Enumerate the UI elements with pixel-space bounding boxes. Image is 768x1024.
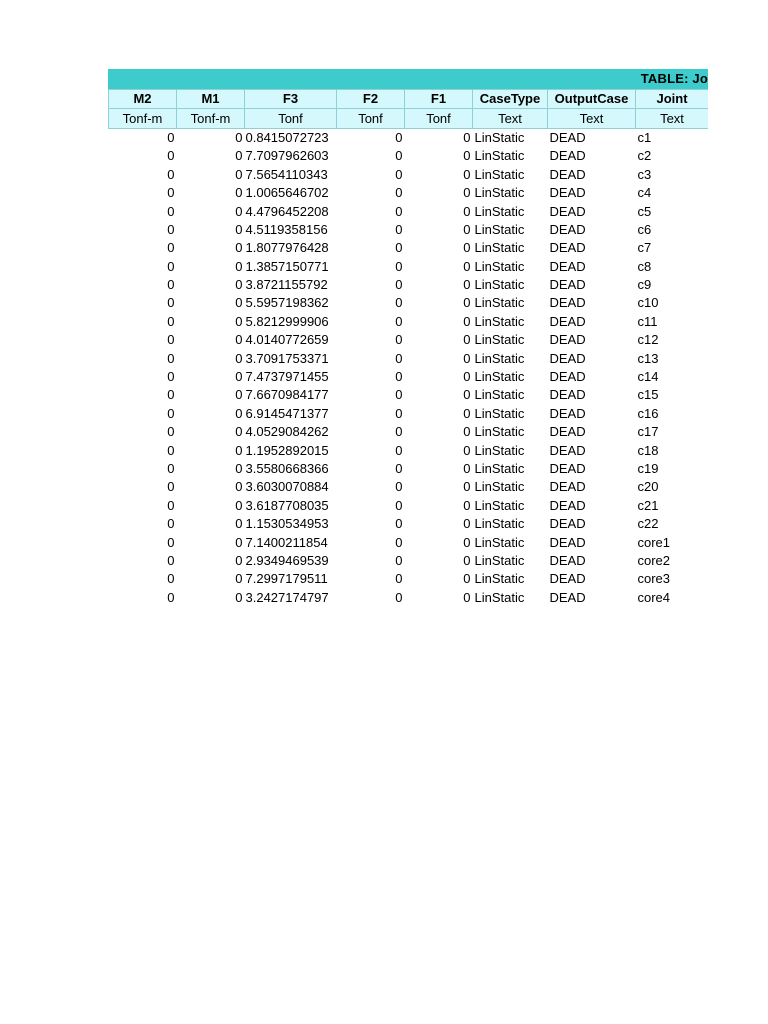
cell-f1[interactable]: 0	[463, 258, 471, 274]
cell-f2[interactable]: 0	[395, 166, 403, 182]
cell-m1[interactable]: 0	[235, 203, 243, 219]
cell-outputcase[interactable]: DEAD	[549, 387, 586, 403]
cell-m1[interactable]: 0	[235, 589, 243, 605]
cell-outputcase[interactable]: DEAD	[549, 534, 586, 550]
cell-f3[interactable]: 6.9145471377	[245, 405, 329, 421]
cell-m1[interactable]: 0	[235, 497, 243, 513]
table-row	[109, 294, 709, 312]
column-header-f1[interactable]: F1	[405, 90, 473, 109]
cell-m1[interactable]: 0	[235, 313, 243, 329]
table-row	[109, 184, 709, 202]
cell-joint[interactable]: c16	[637, 405, 659, 421]
table-row	[109, 368, 709, 386]
cell-joint[interactable]: core1	[637, 534, 671, 550]
cell-m2[interactable]: 0	[167, 497, 175, 513]
cell-joint[interactable]: c15	[637, 387, 659, 403]
cell-outputcase[interactable]: DEAD	[549, 277, 586, 293]
cell-f3[interactable]: 5.8212999906	[245, 313, 329, 329]
column-name-row	[109, 90, 709, 109]
cell-f2[interactable]: 0	[395, 387, 403, 403]
table-row	[109, 460, 709, 478]
cell-outputcase[interactable]: DEAD	[549, 295, 586, 311]
cell-f1[interactable]: 0	[463, 479, 471, 495]
cell-m1[interactable]: 0	[235, 442, 243, 458]
cell-m2[interactable]: 0	[167, 166, 175, 182]
cell-f1[interactable]: 0	[463, 461, 471, 476]
cell-m2[interactable]: 0	[167, 221, 175, 237]
table-row	[109, 147, 709, 165]
cell-f2[interactable]: 0	[395, 461, 403, 476]
cell-joint[interactable]: c6	[637, 221, 652, 237]
cell-casetype[interactable]: LinStatic	[474, 313, 525, 329]
cell-m2[interactable]: 0	[167, 552, 175, 568]
table-row	[109, 441, 709, 459]
cell-outputcase[interactable]: DEAD	[549, 516, 586, 532]
cell-m2[interactable]: 0	[167, 258, 175, 274]
cell-m2[interactable]: 0	[167, 313, 175, 329]
cell-f1[interactable]: 0	[463, 203, 471, 219]
cell-f1[interactable]: 0	[463, 350, 471, 366]
cell-m1[interactable]: 0	[235, 387, 243, 403]
cell-casetype[interactable]: LinStatic	[474, 516, 525, 532]
cell-m2[interactable]: 0	[167, 240, 175, 256]
cell-outputcase[interactable]: DEAD	[549, 479, 586, 495]
column-unit-joint[interactable]: Text	[636, 109, 709, 128]
column-header-casetype[interactable]: CaseType	[473, 90, 548, 109]
cell-m2[interactable]: 0	[167, 369, 175, 385]
cell-f1[interactable]: 0	[463, 369, 471, 385]
table-row	[109, 497, 709, 515]
cell-casetype[interactable]: LinStatic	[474, 387, 525, 403]
cell-joint[interactable]: c17	[637, 424, 659, 440]
cell-f1[interactable]: 0	[463, 185, 471, 201]
cell-joint[interactable]: c8	[637, 258, 652, 274]
cell-m2[interactable]: 0	[167, 534, 175, 550]
column-unit-m1[interactable]: Tonf-m	[177, 109, 245, 128]
cell-f2[interactable]: 0	[395, 221, 403, 237]
table-title: TABLE: Jo	[640, 71, 708, 86]
cell-f3[interactable]: 1.3857150771	[245, 258, 329, 274]
cell-outputcase[interactable]: DEAD	[549, 203, 586, 219]
cell-f3[interactable]: 1.0065646702	[245, 185, 329, 201]
cell-joint[interactable]: c22	[637, 516, 659, 532]
cell-f2[interactable]: 0	[395, 240, 403, 256]
cell-joint[interactable]: c1	[637, 129, 652, 145]
column-unit-f2[interactable]: Tonf	[337, 109, 405, 128]
cell-m1[interactable]: 0	[235, 552, 243, 568]
column-unit-outputcase[interactable]: Text	[548, 109, 636, 128]
cell-f1[interactable]: 0	[463, 387, 471, 403]
column-header-m1[interactable]: M1	[177, 90, 245, 109]
cell-m1[interactable]: 0	[235, 424, 243, 440]
cell-m2[interactable]: 0	[167, 571, 175, 587]
cell-joint[interactable]: c5	[637, 203, 652, 219]
cell-m1[interactable]: 0	[235, 148, 243, 164]
table-row	[109, 349, 709, 367]
cell-m1[interactable]: 0	[235, 405, 243, 421]
cell-casetype[interactable]: LinStatic	[474, 571, 525, 587]
cell-f3[interactable]: 7.6670984177	[245, 387, 329, 403]
cell-joint[interactable]: c10	[637, 295, 659, 311]
cell-m2[interactable]: 0	[167, 203, 175, 219]
cell-m2[interactable]: 0	[167, 461, 175, 476]
cell-joint[interactable]: c18	[637, 442, 659, 458]
cell-f2[interactable]: 0	[395, 497, 403, 513]
table-body	[109, 128, 709, 607]
cell-casetype[interactable]: LinStatic	[474, 129, 525, 145]
column-unit-f1[interactable]: Tonf	[405, 109, 473, 128]
column-header-f3[interactable]: F3	[245, 90, 337, 109]
cell-m2[interactable]: 0	[167, 589, 175, 605]
table-row	[109, 331, 709, 349]
cell-casetype[interactable]: LinStatic	[474, 424, 525, 440]
cell-m1[interactable]: 0	[235, 258, 243, 274]
cell-f2[interactable]: 0	[395, 185, 403, 201]
cell-f3[interactable]: 5.5957198362	[245, 295, 329, 311]
cell-outputcase[interactable]: DEAD	[549, 332, 586, 348]
table-row	[109, 258, 709, 276]
cell-joint[interactable]: c3	[637, 166, 652, 182]
cell-f3[interactable]: 1.1952892015	[245, 442, 329, 458]
cell-f2[interactable]: 0	[395, 148, 403, 164]
cell-casetype[interactable]: LinStatic	[474, 350, 525, 366]
cell-m2[interactable]: 0	[167, 295, 175, 311]
cell-f1[interactable]: 0	[463, 277, 471, 293]
cell-f1[interactable]: 0	[463, 166, 471, 182]
cell-f1[interactable]: 0	[463, 240, 471, 256]
cell-f1[interactable]: 0	[463, 405, 471, 421]
data-table	[108, 89, 708, 607]
cell-outputcase[interactable]: DEAD	[549, 405, 586, 421]
cell-f2[interactable]: 0	[395, 479, 403, 495]
cell-outputcase[interactable]: DEAD	[549, 424, 586, 440]
cell-m1[interactable]: 0	[235, 129, 243, 145]
cell-casetype[interactable]: LinStatic	[474, 589, 525, 605]
cell-casetype[interactable]: LinStatic	[474, 405, 525, 421]
cell-outputcase[interactable]: DEAD	[549, 129, 586, 145]
cell-f1[interactable]: 0	[463, 589, 471, 605]
cell-outputcase[interactable]: DEAD	[549, 497, 586, 513]
cell-joint[interactable]: c12	[637, 332, 659, 348]
cell-f2[interactable]: 0	[395, 571, 403, 587]
cell-m2[interactable]: 0	[167, 332, 175, 348]
cell-f2[interactable]: 0	[395, 369, 403, 385]
cell-f1[interactable]: 0	[463, 295, 471, 311]
cell-f3[interactable]: 1.1530534953	[245, 516, 329, 532]
cell-casetype[interactable]: LinStatic	[474, 479, 525, 495]
cell-f2[interactable]: 0	[395, 405, 403, 421]
cell-f3[interactable]: 0.8415072723	[245, 129, 329, 145]
table-row	[109, 515, 709, 533]
table-row	[109, 405, 709, 423]
cell-f3[interactable]: 4.4796452208	[245, 203, 329, 219]
cell-m2[interactable]: 0	[167, 185, 175, 201]
table-row	[109, 313, 709, 331]
table-row	[109, 166, 709, 184]
table-row	[109, 276, 709, 294]
cell-casetype[interactable]: LinStatic	[474, 369, 525, 385]
cell-outputcase[interactable]: DEAD	[549, 571, 586, 587]
cell-joint[interactable]: c19	[637, 461, 659, 476]
cell-f1[interactable]: 0	[463, 534, 471, 550]
cell-m1[interactable]: 0	[235, 369, 243, 385]
cell-f1[interactable]: 0	[463, 221, 471, 237]
cell-outputcase[interactable]: DEAD	[549, 369, 586, 385]
column-unit-casetype[interactable]: Text	[473, 109, 548, 128]
cell-f3[interactable]: 7.5654110343	[245, 166, 328, 182]
cell-m2[interactable]: 0	[167, 479, 175, 495]
cell-m1[interactable]: 0	[235, 332, 243, 348]
cell-f3[interactable]: 7.4737971455	[245, 369, 329, 385]
cell-joint[interactable]: core2	[637, 552, 671, 568]
table-row	[109, 570, 709, 588]
column-unit-row	[109, 109, 709, 128]
cell-f3[interactable]: 3.8721155792	[245, 277, 328, 293]
cell-m1[interactable]: 0	[235, 350, 243, 366]
cell-f2[interactable]: 0	[395, 332, 403, 348]
cell-outputcase[interactable]: DEAD	[549, 350, 586, 366]
cell-casetype[interactable]: LinStatic	[474, 203, 525, 219]
cell-joint[interactable]: c2	[637, 148, 652, 164]
cell-m1[interactable]: 0	[235, 571, 243, 587]
cell-f3[interactable]: 3.6030070884	[245, 479, 329, 495]
cell-f2[interactable]: 0	[395, 589, 403, 605]
cell-m2[interactable]: 0	[167, 277, 175, 293]
cell-f2[interactable]: 0	[395, 295, 403, 311]
cell-m2[interactable]: 0	[167, 442, 175, 458]
cell-f2[interactable]: 0	[395, 350, 403, 366]
cell-f2[interactable]: 0	[395, 277, 403, 293]
cell-f1[interactable]: 0	[463, 571, 471, 587]
cell-f1[interactable]: 0	[463, 516, 471, 532]
cell-f1[interactable]: 0	[463, 129, 471, 145]
cell-joint[interactable]: core3	[637, 571, 671, 587]
cell-m1[interactable]: 0	[235, 479, 243, 495]
cell-joint[interactable]: c9	[637, 277, 652, 293]
cell-f1[interactable]: 0	[463, 442, 471, 458]
cell-m1[interactable]: 0	[235, 461, 243, 476]
table-row	[109, 221, 709, 239]
cell-f1[interactable]: 0	[463, 332, 471, 348]
cell-joint[interactable]: c4	[637, 185, 652, 201]
cell-joint[interactable]: c14	[637, 369, 659, 385]
cell-casetype[interactable]: LinStatic	[474, 185, 525, 201]
cell-m2[interactable]: 0	[167, 129, 175, 145]
cell-joint[interactable]: c21	[637, 497, 659, 513]
cell-casetype[interactable]: LinStatic	[474, 221, 525, 237]
cell-outputcase[interactable]: DEAD	[549, 148, 586, 164]
cell-joint[interactable]: c20	[637, 479, 659, 495]
cell-m1[interactable]: 0	[235, 277, 243, 293]
cell-outputcase[interactable]: DEAD	[549, 240, 586, 256]
cell-m2[interactable]: 0	[167, 424, 175, 440]
cell-casetype[interactable]: LinStatic	[474, 295, 525, 311]
cell-m2[interactable]: 0	[167, 405, 175, 421]
cell-m1[interactable]: 0	[235, 240, 243, 256]
cell-joint[interactable]: core4	[637, 589, 671, 605]
cell-outputcase[interactable]: DEAD	[549, 258, 586, 274]
column-header-m2[interactable]: M2	[109, 90, 177, 109]
cell-m1[interactable]: 0	[235, 295, 243, 311]
cell-f3[interactable]: 4.5119358156	[245, 221, 328, 237]
column-header-outputcase[interactable]: OutputCase	[548, 90, 636, 109]
spreadsheet-table	[108, 69, 708, 607]
cell-m1[interactable]: 0	[235, 221, 243, 237]
cell-casetype[interactable]: LinStatic	[474, 240, 525, 256]
cell-m1[interactable]: 0	[235, 516, 243, 532]
cell-outputcase[interactable]: DEAD	[549, 185, 586, 201]
cell-f2[interactable]: 0	[395, 129, 403, 145]
cell-casetype[interactable]: LinStatic	[474, 277, 525, 293]
cell-f2[interactable]: 0	[395, 552, 403, 568]
table-row	[109, 533, 709, 551]
table-row	[109, 239, 709, 257]
cell-m1[interactable]: 0	[235, 534, 243, 550]
cell-outputcase[interactable]: DEAD	[549, 313, 586, 329]
cell-f2[interactable]: 0	[395, 203, 403, 219]
cell-f1[interactable]: 0	[463, 552, 471, 568]
cell-outputcase[interactable]: DEAD	[549, 442, 586, 458]
cell-joint[interactable]: c11	[637, 313, 658, 329]
cell-f3[interactable]: 3.6187708035	[245, 497, 329, 513]
cell-m2[interactable]: 0	[167, 516, 175, 532]
column-unit-f3[interactable]: Tonf	[245, 109, 337, 128]
cell-f1[interactable]: 0	[463, 497, 471, 513]
cell-f3[interactable]: 3.2427174797	[245, 589, 329, 605]
cell-f1[interactable]: 0	[463, 313, 471, 329]
cell-m2[interactable]: 0	[167, 387, 175, 403]
cell-joint[interactable]: c13	[637, 350, 659, 366]
cell-f3[interactable]: 4.0529084262	[245, 424, 329, 440]
cell-casetype[interactable]: LinStatic	[474, 258, 525, 274]
cell-casetype[interactable]: LinStatic	[474, 332, 525, 348]
column-unit-m2[interactable]: Tonf-m	[109, 109, 177, 128]
cell-outputcase[interactable]: DEAD	[549, 461, 586, 476]
cell-casetype[interactable]: LinStatic	[474, 148, 525, 164]
cell-outputcase[interactable]: DEAD	[549, 166, 586, 182]
column-header-joint[interactable]: Joint	[636, 90, 709, 109]
table-row	[109, 386, 709, 404]
cell-casetype[interactable]: LinStatic	[474, 442, 525, 458]
cell-f3[interactable]: 4.0140772659	[245, 332, 329, 348]
cell-f2[interactable]: 0	[395, 313, 403, 329]
cell-f2[interactable]: 0	[395, 516, 403, 532]
cell-outputcase[interactable]: DEAD	[549, 221, 586, 237]
cell-f3[interactable]: 3.5580668366	[245, 461, 329, 476]
cell-f1[interactable]: 0	[463, 424, 471, 440]
cell-casetype[interactable]: LinStatic	[474, 166, 525, 182]
cell-f3[interactable]: 7.7097962603	[245, 148, 329, 164]
cell-outputcase[interactable]: DEAD	[549, 552, 586, 568]
table-row	[109, 552, 709, 570]
cell-f2[interactable]: 0	[395, 442, 403, 458]
table-row	[109, 423, 709, 441]
table-title-bar	[108, 69, 708, 89]
column-header-f2[interactable]: F2	[337, 90, 405, 109]
table-row	[109, 202, 709, 220]
table-row	[109, 589, 709, 607]
cell-f2[interactable]: 0	[395, 424, 403, 440]
cell-f1[interactable]: 0	[463, 148, 471, 164]
cell-m1[interactable]: 0	[235, 166, 243, 182]
cell-f3[interactable]: 1.8077976428	[245, 240, 329, 256]
cell-f2[interactable]: 0	[395, 534, 403, 550]
cell-m2[interactable]: 0	[167, 148, 175, 164]
cell-joint[interactable]: c7	[637, 240, 652, 256]
cell-f3[interactable]: 7.2997179511	[245, 571, 328, 587]
cell-m1[interactable]: 0	[235, 185, 243, 201]
cell-f2[interactable]: 0	[395, 258, 403, 274]
cell-m2[interactable]: 0	[167, 350, 175, 366]
cell-f3[interactable]: 2.9349469539	[245, 552, 329, 568]
cell-casetype[interactable]: LinStatic	[474, 534, 525, 550]
cell-casetype[interactable]: LinStatic	[474, 461, 525, 476]
cell-f3[interactable]: 7.1400211854	[245, 534, 328, 550]
table-row	[109, 478, 709, 496]
cell-outputcase[interactable]: DEAD	[549, 589, 586, 605]
cell-casetype[interactable]: LinStatic	[474, 552, 525, 568]
table-row	[109, 128, 709, 147]
cell-casetype[interactable]: LinStatic	[474, 497, 525, 513]
cell-f3[interactable]: 3.7091753371	[245, 350, 329, 366]
